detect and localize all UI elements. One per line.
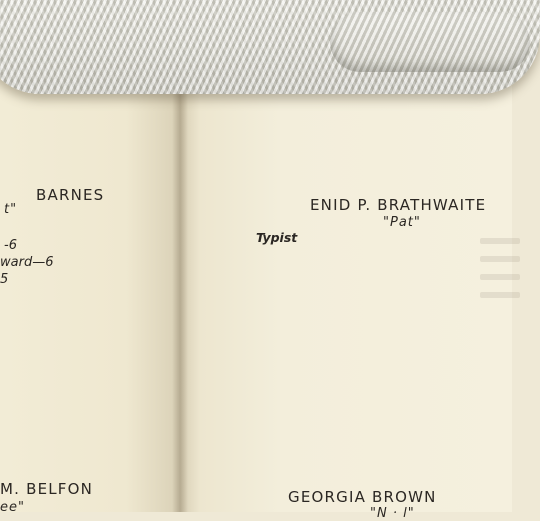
- left-entry-line: -6: [4, 238, 17, 253]
- left-entry-nickname-bottom: ee": [0, 500, 25, 515]
- left-entry-name: BARNES: [36, 186, 105, 204]
- entry-role: Typist: [256, 230, 298, 245]
- left-entry-line: 5: [0, 272, 9, 287]
- right-page: [180, 60, 512, 512]
- entry-name-bottom: GEORGIA BROWN: [288, 488, 437, 506]
- ribbon-fold: [330, 12, 530, 72]
- book-gutter: [172, 60, 188, 512]
- left-page: [0, 60, 180, 512]
- bleed-through-mark: [480, 274, 520, 280]
- entry-nickname: "Pat": [383, 215, 421, 230]
- left-entry-line: ward—6: [0, 255, 54, 270]
- bleed-through-mark: [480, 256, 520, 262]
- entry-nickname-bottom: "N · l": [370, 506, 415, 521]
- bleed-through-mark: [480, 238, 520, 244]
- left-entry-nickname: t": [4, 202, 18, 217]
- left-entry-name-bottom: M. BELFON: [0, 480, 94, 498]
- entry-name: ENID P. BRATHWAITE: [310, 196, 487, 214]
- bleed-through-mark: [480, 292, 520, 298]
